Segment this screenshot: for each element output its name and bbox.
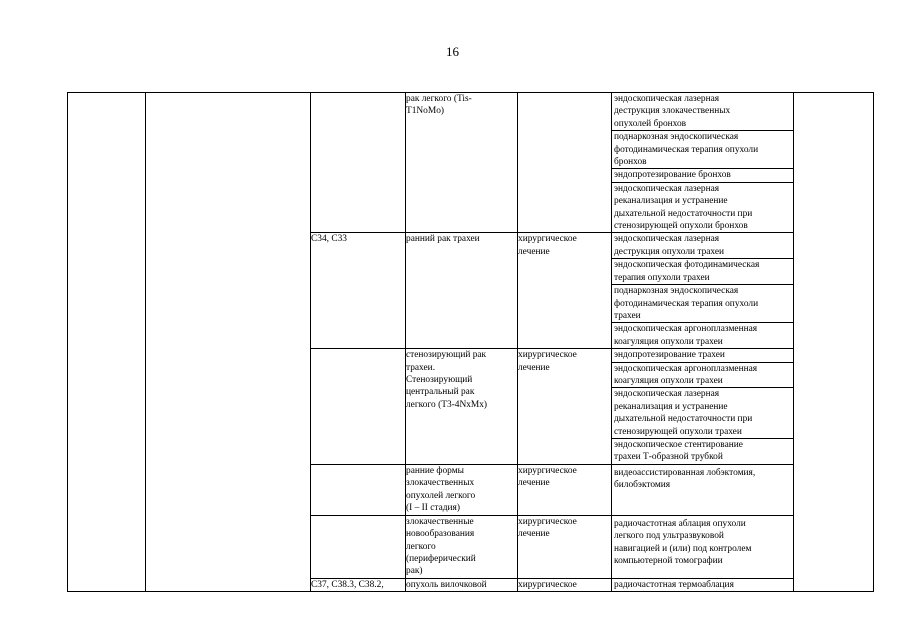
treatment-cell [518, 93, 612, 233]
method-item: радиочастотная аблация опухоли легкого под ультразвуковой навигацией и (или) под контролем компьютерной томографии [614, 518, 752, 566]
method-item: эндопротезирование трахеи [612, 349, 793, 362]
codes-cell [311, 515, 406, 578]
method-item: эндоскопическая аргоноплазменная коагуляция опухоли трахеи [612, 363, 793, 389]
method-item: поднаркозная эндоскопическая фотодинамическая терапия опухоли трахеи [612, 285, 793, 323]
column-name-cell [146, 93, 311, 592]
diagnosis-cell: опухоль вилочковой [406, 578, 518, 591]
treatment-cell: хирургическое лечение [518, 464, 612, 515]
method-item: эндоскопическая лазерная деструкция опухоли трахеи [612, 233, 793, 259]
codes-cell: С34, С33 [311, 233, 406, 349]
diagnosis-cell: стенозирующий рак трахеи. Стенозирующий центральный рак легкого (Т3-4NxMx) [406, 349, 518, 465]
diagnosis-cell: рак легкого (Tis- T1NoMo) [406, 93, 518, 233]
treatment-cell: хирургическое лечение [518, 515, 612, 578]
diagnosis-cell: ранние формы злокачественных опухолей легкого (I – II стадия) [406, 464, 518, 515]
page-number: 16 [446, 44, 459, 59]
method-item: эндоскопическая лазерная реканализация и устранение дыхательной недостаточности при стенозирующей опухоли трахеи [612, 388, 793, 439]
services-table [67, 92, 874, 592]
treatment-cell: хирургическое [518, 578, 612, 591]
methods-cell [612, 515, 794, 578]
method-item: видеоассистированная лобэктомия, билобэктомия [614, 467, 756, 491]
treatment-cell: хирургическое лечение [518, 349, 612, 465]
method-item: поднаркозная эндоскопическая фотодинамическая терапия опухоли бронхов [612, 131, 793, 169]
codes-cell [311, 349, 406, 465]
method-item: эндоскопическое стентирование трахеи Т-образной трубкой [614, 439, 743, 463]
methods-cell [612, 233, 794, 349]
methods-cell [612, 349, 794, 465]
codes-cell: С37, С38.3, С38.2, [311, 578, 406, 591]
codes-cell [311, 464, 406, 515]
column-extra-cell [794, 93, 874, 592]
method-item: эндоскопическая фотодинамическая терапия опухоли трахеи [612, 259, 793, 285]
diagnosis-cell: ранний рак трахеи [406, 233, 518, 349]
methods-cell [612, 93, 794, 233]
treatment-cell: хирургическое лечение [518, 233, 612, 349]
method-item: эндопротезирование бронхов [612, 169, 793, 182]
methods-cell [612, 464, 794, 515]
column-number-cell [68, 93, 146, 592]
method-item: эндоскопическая лазерная реканализация и устранение дыхательной недостаточности при стенозирующей опухоли бронхов [614, 183, 753, 232]
codes-cell [311, 93, 406, 233]
method-item: эндоскопическая аргоноплазменная коагуляция опухоли трахеи [614, 324, 758, 347]
diagnosis-cell: злокачественные новообразования легкого (периферический рак) [406, 515, 518, 578]
method-item: эндоскопическая лазерная деструкция злокачественных опухолей бронхов [612, 93, 793, 131]
table-row [68, 93, 874, 233]
method-item: радиочастотная термоаблация [614, 579, 734, 590]
methods-cell [612, 578, 794, 591]
